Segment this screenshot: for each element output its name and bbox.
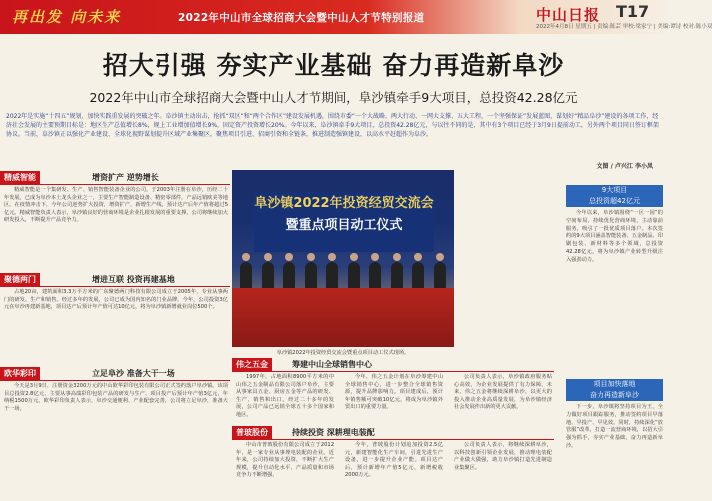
section-region-label: 聚德两门 <box>0 273 40 287</box>
headline: 招大引强 夯实产业基础 奋力再造新阜沙 <box>102 51 565 80</box>
section-body: 中山市普玻股份有限公司成立于2012年，是一家专业从事理电装配的企业。近年来，公司持续加大投资，不断扩大生产规模，提升自动化水平，产品质量和市场竞争力不断增强。 <box>236 442 334 479</box>
left-column <box>0 169 230 498</box>
section-region-label: 欧华彩印 <box>0 367 40 381</box>
ceremony-table <box>232 288 454 347</box>
banner-special-report: 2022年中山市全球招商大会暨中山人才节特别报道 <box>178 12 425 24</box>
section-title: 增进互联 投资再建基地 <box>92 275 175 284</box>
sidebar-subhead: 总投资超42亿元 <box>566 196 663 207</box>
banner-slogan: 再出发 向未来 <box>12 8 122 26</box>
section-title: 筹建中山全球销售中心 <box>292 360 372 369</box>
section-region-label: 伟之五金 <box>232 358 272 372</box>
section-header <box>0 273 230 287</box>
sidebar-subhead: 奋力再造新阜沙 <box>566 390 663 401</box>
section-ouhua <box>0 367 230 471</box>
subheadline: 2022年中山市全球招商大会暨中山人才节期间，阜沙镇牵手9大项目，总投资42.28亿元 <box>89 90 578 105</box>
dateline: 2022年4月8日 星期五 | 责编:陈芸 审校:梁家宁 | 美编:谭诗 校对:陈小双 <box>536 24 712 30</box>
sidebar-head: 9大项目 <box>566 185 663 196</box>
section-title: 持续投资 深耕理电装配 <box>292 428 375 437</box>
section-header <box>0 367 230 381</box>
newspaper-logo: 中山日报 <box>536 6 601 24</box>
page-number: T17 <box>616 2 650 21</box>
section-body: 1997年，占地面积8900平方米的中山伟之五金制品有限公司落户阜沙，主要从事家具五金、厨房五金等产品的研发、生产、销售和出口。经过二十多年的发展，公司产品已远销全球五十多个国家和地区。 <box>236 374 334 418</box>
section-header <box>232 426 554 440</box>
section-jingwei <box>0 171 230 271</box>
section-body: 今年，伟之五金计划在阜沙筹建中山全球销售中心，进一步整合全球销售资源，提升品牌影响力。项目建成后，预计年销售额可突破10亿元，将成为阜沙镇外贸出口的重要力量。 <box>345 374 443 411</box>
byline: 文图 / 卢兴江 李小凤 <box>596 163 653 170</box>
section-pubo <box>232 424 554 496</box>
section-title: 增资扩产 逆势增长 <box>92 173 159 182</box>
event-photo <box>232 170 454 347</box>
sidebar-body: 今年以来，阜沙镇围绕“一区一园”的空间布局，持续优化营商环境，主动靠前服务，吸引了一批优质项目落户。本次签约的9大项目涵盖智能装备、五金制品、印刷包装、新材料等多个领域，总投资42.28亿元，将为阜沙镇产业转型升级注入强劲动力。 <box>566 210 663 263</box>
lead-paragraph: 2022年是实施“十四五”规划、加快实践重发展的突破之年。阜沙镇主动出击，抢抓“双区”和“两个合作区”建设发展机遇，围绕市委“一个大战略、两大行动、一网大支撑、五大工程，一个坚强保证”发展蓝图，谋划好“精品阜沙”建设的各项工作，经济社会发展的主要预期目标是：地区生产总值增长8%，规上工业增加值增长9%，固定资产投资增长20%。今年以来，阜沙镇牵手9大项目，总投资42.28亿元，与以往不同的是，其中有3个项目已经于3月9日提前动工，另外两个项目同日签订框架协议。当前，阜沙镇正以强化产业建设、全球化视野谋划提升区域产业集聚区，聚焦项目引进、招商引资和全链条，推进制造强镇建设，以高水平赶超作为阜沙。 <box>6 113 659 138</box>
right-column <box>562 169 667 498</box>
section-jude <box>0 273 230 365</box>
section-region-label: 普玻股份 <box>232 426 272 440</box>
photo-caption: 阜沙镇2022年投资经贸交流会暨重点项目动工仪式现场。 <box>276 350 410 356</box>
section-body: 占地20亩，建筑面积3.3万平方米的广东聚德两门科技有限公司成立于2005年，专业从事两门的研发、生产和销售。经过多年的发展，公司已成为国内知名的门业品牌。今年，公司投资3亿元在阜沙再建新基地，项目达产后预计年产值可达10亿元，将为阜沙镇新增就业岗位500个。 <box>4 289 228 311</box>
backdrop-subtitle: 暨重点项目动工仪式 <box>285 218 403 233</box>
section-header <box>232 358 554 372</box>
section-region-label: 精威智能 <box>0 171 40 185</box>
section-header <box>0 171 230 185</box>
backdrop-title: 阜沙镇2022年投资经贸交流会 <box>254 196 434 211</box>
section-body: 精威智能是一个集研发、生产、销售智能装备企业的公司，于2003年注册在阜沙，历经二十年发展，已成为阜沙本土龙头企业之一，主要生产智能制造设备、精密零部件，产品远销欧美等地区。在疫情冲击下，今年公司逆势扩大投资，增资扩产，新增生产线，预计达产后年产值将超过5亿元。精威智能负责人表示，阜沙镇良好的营商环境是企业扎根发展的重要支撑，公司将继续加大研发投入，不断提升产品竞争力。 <box>4 187 228 224</box>
sidebar-head: 项目加快落地 <box>566 379 663 390</box>
section-body: 今年，普玻股份计划追加投资2.5亿元，新建智能化生产车间，引进先进生产设备，进一步提升企业产能。项目达产后，预计新增年产值5亿元，新增税收2000万元。 <box>345 442 443 479</box>
section-weizhi <box>232 356 554 417</box>
section-body: 今天是3月9日，注册资金3200万元的中山欧华彩印包装有限公司正式签约落户阜沙镇。该项目总投资2.8亿元，主要从事高端彩印包装产品的研发与生产，项目投产后预计年产值3亿元，年纳税1500万元。欧华彩印负责人表示，阜沙交通便利、产业配套完善，公司将立足阜沙，准备大干一场。 <box>4 383 228 412</box>
section-body: 公司负责人表示，将继续深耕阜沙，以科技创新引领企业发展，推动理电装配产业做大做强，助力阜沙镇打造先进制造业集聚区。 <box>454 442 552 471</box>
sidebar-body: 下一步，阜沙镇将坚持项目为王，全力做好项目跟踪服务，推动签约项目早落地、早投产、早见效。同时，持续深化“放管服”改革，打造一流营商环境，以招大引强为抓手，夯实产业基础，奋力再造新阜沙。 <box>566 404 663 449</box>
section-body: 公司负责人表示，阜沙镇政府服务贴心高效，为企业发展提供了有力保障。未来，伟之五金将继续深耕阜沙，以更大的投入推动企业高质量发展，为阜沙镇经济社会发展作出新的更大贡献。 <box>454 374 552 411</box>
section-title: 立足阜沙 准备大干一场 <box>92 369 175 378</box>
